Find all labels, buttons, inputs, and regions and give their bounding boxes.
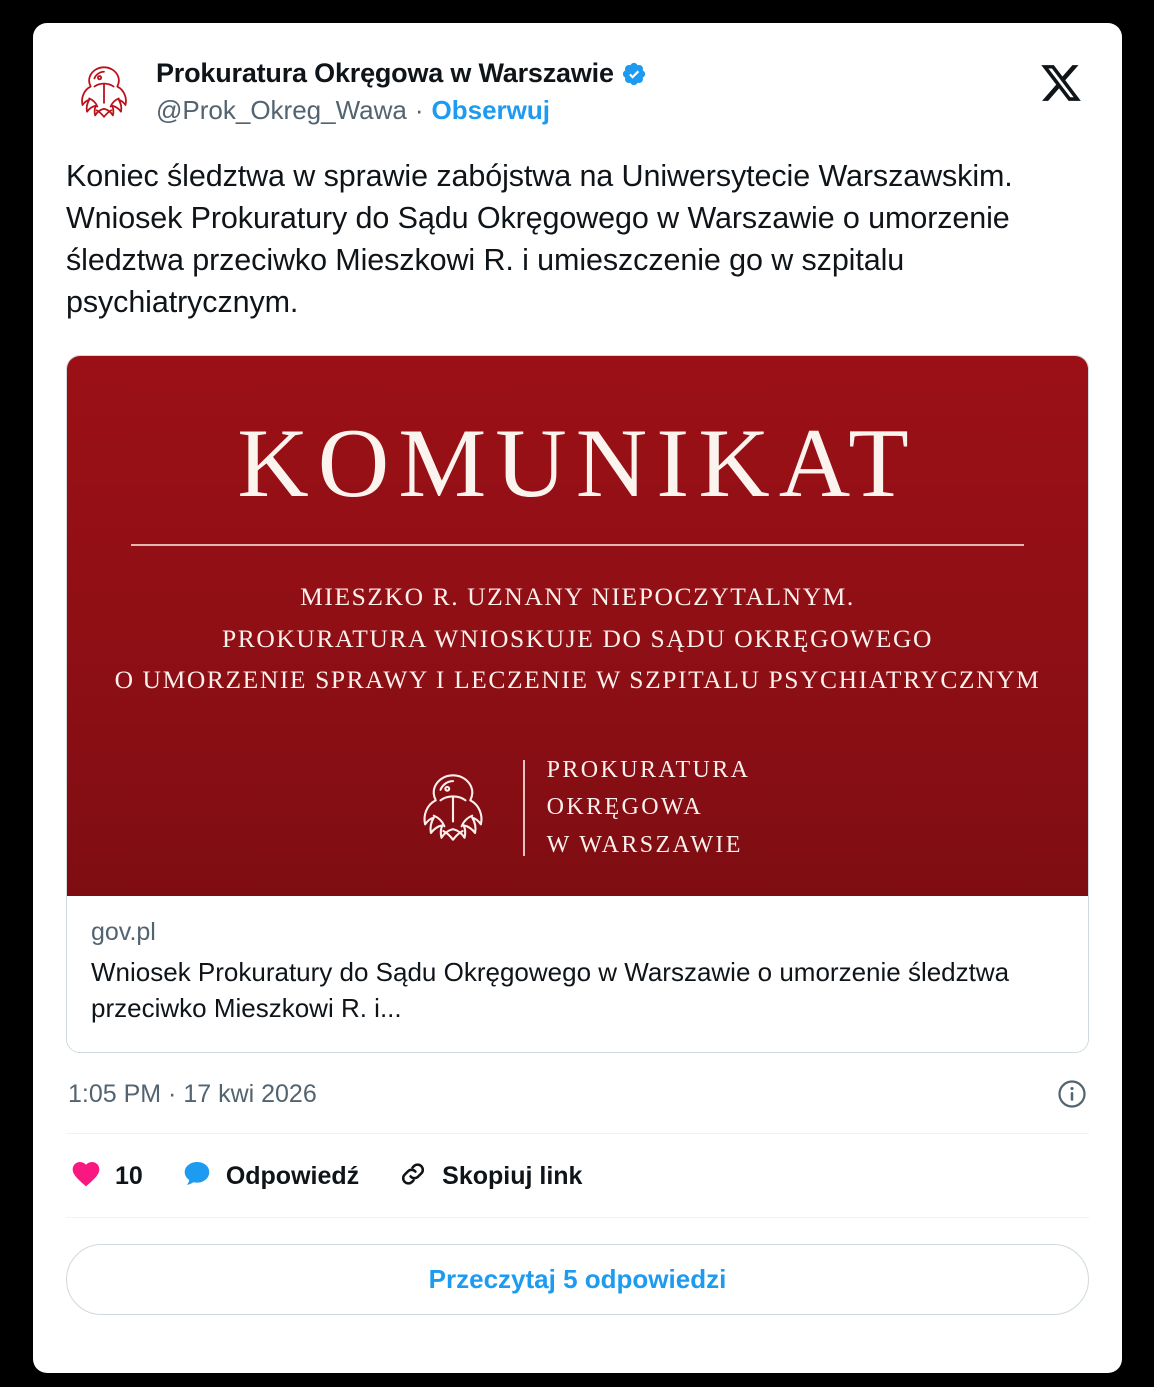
copy-link-button[interactable] — [397, 1158, 582, 1195]
link-card-title: Wniosek Prokuratury do Sądu Okręgowego w Warszawie o umorzenie śledztwa przeciwko Mieszkowi R. i... — [91, 957, 1010, 1023]
separator-dot: · — [414, 95, 424, 125]
heart-icon — [70, 1158, 102, 1195]
card-subline-3: O UMORZENIE SPRAWY I LECZENIE W SZPITALU PSYCHIATRYCZNYM — [114, 664, 1041, 694]
tweet-card — [33, 23, 1122, 1373]
link-preview-card[interactable] — [66, 355, 1089, 1053]
reply-button[interactable] — [181, 1158, 359, 1195]
card-logo-row — [95, 752, 1060, 864]
tweet-text: Koniec śledztwa w sprawie zabójstwa na Uniwersytecie Warszawskim. Wniosek Prokuratury do Sądu Okręgowego w Warszawie o umorzenie śledztwa przeciwko Mieszkowi R. i umieszczenie go w szpitalu psychiatrycznym. — [66, 159, 1013, 320]
card-org-line-2: OKRĘGOWA — [546, 794, 704, 821]
follow-button[interactable]: Obserwuj — [431, 95, 551, 125]
link-card-meta — [67, 896, 1088, 1052]
card-org-line-1: PROKURATURA — [546, 757, 751, 784]
card-divider-rule — [131, 544, 1024, 546]
author-block — [156, 53, 647, 126]
link-card-image — [67, 356, 1088, 896]
handle-row — [156, 95, 647, 126]
link-icon — [397, 1158, 429, 1195]
card-org-block — [547, 752, 751, 864]
copy-link-label: Skopiuj link — [442, 1162, 583, 1191]
reply-label: Odpowiedź — [225, 1162, 360, 1191]
card-org-line-3: W WARSZAWIE — [546, 831, 743, 858]
timestamp-row — [66, 1053, 1089, 1133]
tweet-header — [66, 53, 1089, 129]
comment-icon — [181, 1158, 213, 1195]
x-logo-icon[interactable] — [1039, 61, 1083, 105]
author-handle[interactable]: @Prok_Okreg_Wawa — [156, 95, 407, 125]
tweet-content — [33, 23, 1122, 1315]
tweet-timestamp: 1:05 PM · 17 kwi 2026 — [68, 1079, 317, 1108]
like-button[interactable] — [70, 1158, 143, 1195]
card-subline-1: MIESZKO R. UZNANY NIEPOCZYTALNYM. — [300, 582, 855, 612]
read-replies-wrapper — [66, 1218, 1089, 1315]
polish-eagle-icon — [405, 760, 501, 856]
card-vertical-divider — [523, 760, 525, 856]
card-heading: KOMUNIKAT — [237, 409, 918, 519]
read-replies-button[interactable]: Przeczytaj 5 odpowiedzi — [66, 1244, 1089, 1315]
info-circle-icon[interactable] — [1057, 1079, 1087, 1109]
card-subline-2: PROKURATURA WNIOSKUJE DO SĄDU OKRĘGOWEGO — [222, 623, 933, 653]
avatar[interactable] — [66, 53, 142, 129]
display-name: Prokuratura Okręgowa w Warszawie — [156, 58, 614, 88]
display-name-row — [156, 58, 647, 89]
like-count: 10 — [115, 1162, 143, 1191]
tweet-actions — [66, 1134, 1089, 1217]
verified-badge-icon — [621, 61, 647, 87]
link-card-domain: gov.pl — [91, 918, 156, 947]
